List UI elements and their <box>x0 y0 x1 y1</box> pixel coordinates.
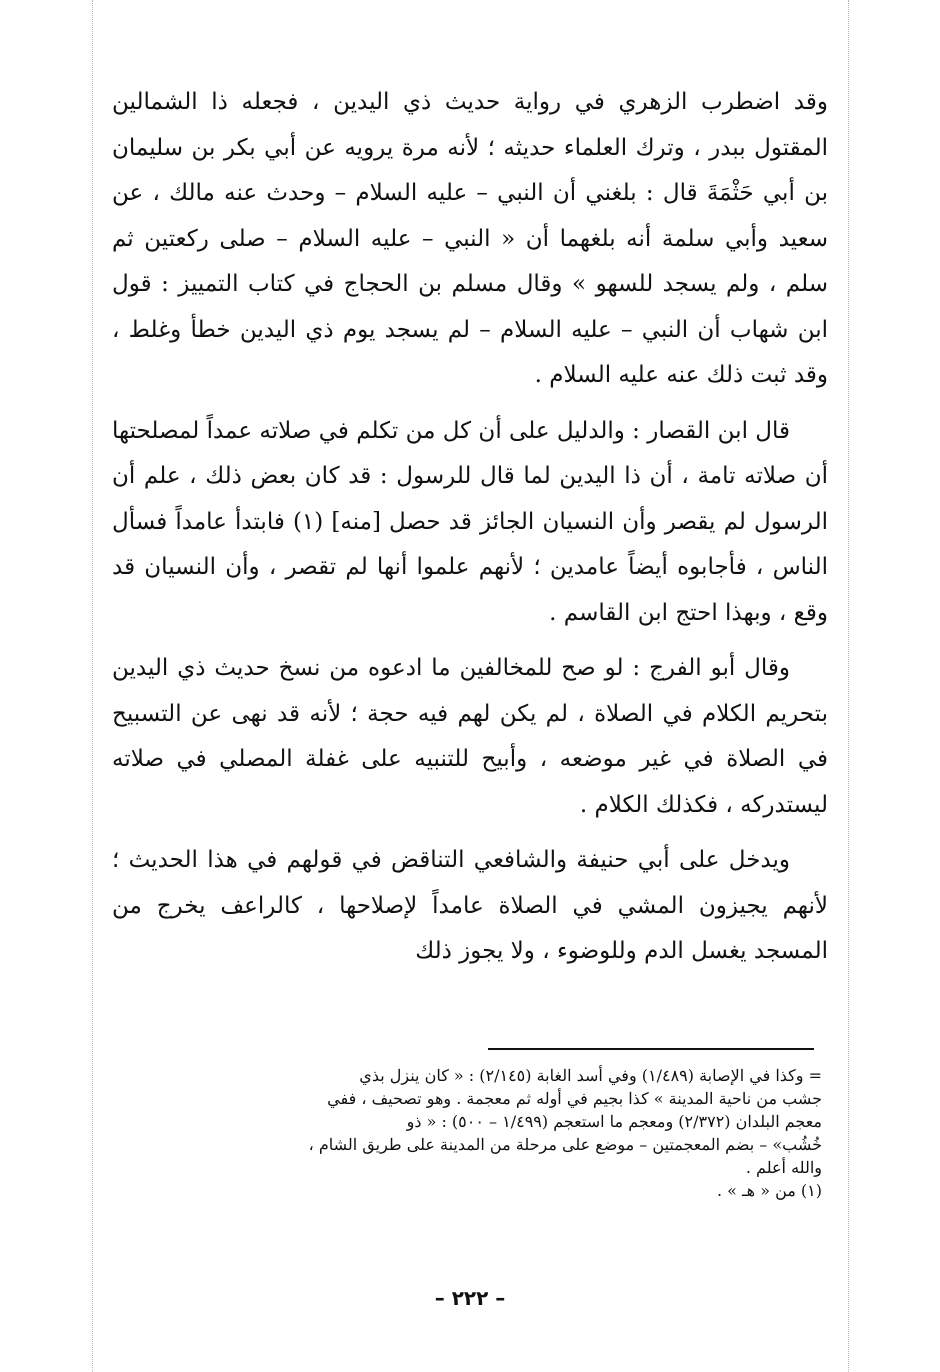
footnotes <box>112 1064 822 1202</box>
footnote-line: (١) من « هـ » . <box>716 1181 822 1200</box>
footnote-line: خُشُب» – بضم المعجمتين – موضع على مرحلة من المدينة على طريق الشام ، <box>308 1135 822 1154</box>
paragraph-zuhri: وقد اضطرب الزهري في رواية حديث ذي اليدين ، فجعله ذا الشمالين المقتول ببدر ، وترك العلماء حديثه ؛ لأنه مرة يرويه عن أبي بكر بن سليمان بن أبي حَثْمَةَ قال : بلغني أن النبي – عليه السلام – وحدث عنه مالك ، عن سعيد وأبي سلمة أنه بلغهما أن « النبي – عليه السلام – صلى ركعتين ثم سلم ، ولم يسجد للسهو » وقال مسلم بن الحجاج في كتاب التمييز : قول ابن شهاب أن النبي – عليه السلام – لم يسجد يوم ذي اليدين خطأ وغلط ، وقد ثبت ذلك عنه عليه السلام . <box>112 89 828 388</box>
paragraph-abu-al-faraj: وقال أبو الفرج : لو صح للمخالفين ما ادعوه من نسخ حديث ذي اليدين بتحريم الكلام في الصلاة ، لم يكن لهم فيه حجة ؛ لأنه قد نهى عن التسبيح في الصلاة في غير موضعه ، وأبيح للتنبيه على غفلة المصلي في صلاته ليستدركه ، فكذلك الكلام . <box>112 655 828 818</box>
footnote-line: = وكذا في الإصابة (١/٤٨٩) وفي أسد الغابة (٢/١٤٥) : « كان ينزل بذي <box>359 1066 822 1085</box>
page-body <box>112 80 828 975</box>
right-margin-guide <box>848 0 849 1372</box>
page-number: – ٢٢٢ – <box>434 1286 506 1310</box>
paragraph-ibn-al-qassar: قال ابن القصار : والدليل على أن كل من تكلم في صلاته عمداً لمصلحتها أن صلاته تامة ، أن ذا اليدين لما قال للرسول : قد كان بعض ذلك ، علم أن الرسول لم يقصر وأن النسيان الجائز قد حصل [منه] (١) فابتدأ عامداً فسأل الناس ، فأجابوه أيضاً عامدين ؛ لأنهم علموا أنها لم تقصر ، وأن النسيان قد وقع ، وبهذا احتج ابن القاسم . <box>112 417 828 626</box>
footnote-separator <box>488 1048 814 1050</box>
footnote-line: جشب من ناحية المدينة » كذا بجيم في أوله ثم معجمة . وهو تصحيف ، ففي <box>327 1089 822 1108</box>
paragraph-abu-hanifa-shafii: ويدخل على أبي حنيفة والشافعي التناقض في قولهم في هذا الحديث ؛ لأنهم يجيزون المشي في الصلاة عامداً لإصلاحها ، كالراعف يخرج من المسجد يغسل الدم وللوضوء ، ولا يجوز ذلك <box>112 847 829 964</box>
footnote-line: معجم البلدان (٢/٣٧٢) ومعجم ما استعجم (١/٤٩٩ – ٥٠٠) : « ذو <box>406 1112 822 1131</box>
left-margin-guide <box>92 0 93 1372</box>
footnote-line: والله أعلم . <box>745 1158 822 1177</box>
